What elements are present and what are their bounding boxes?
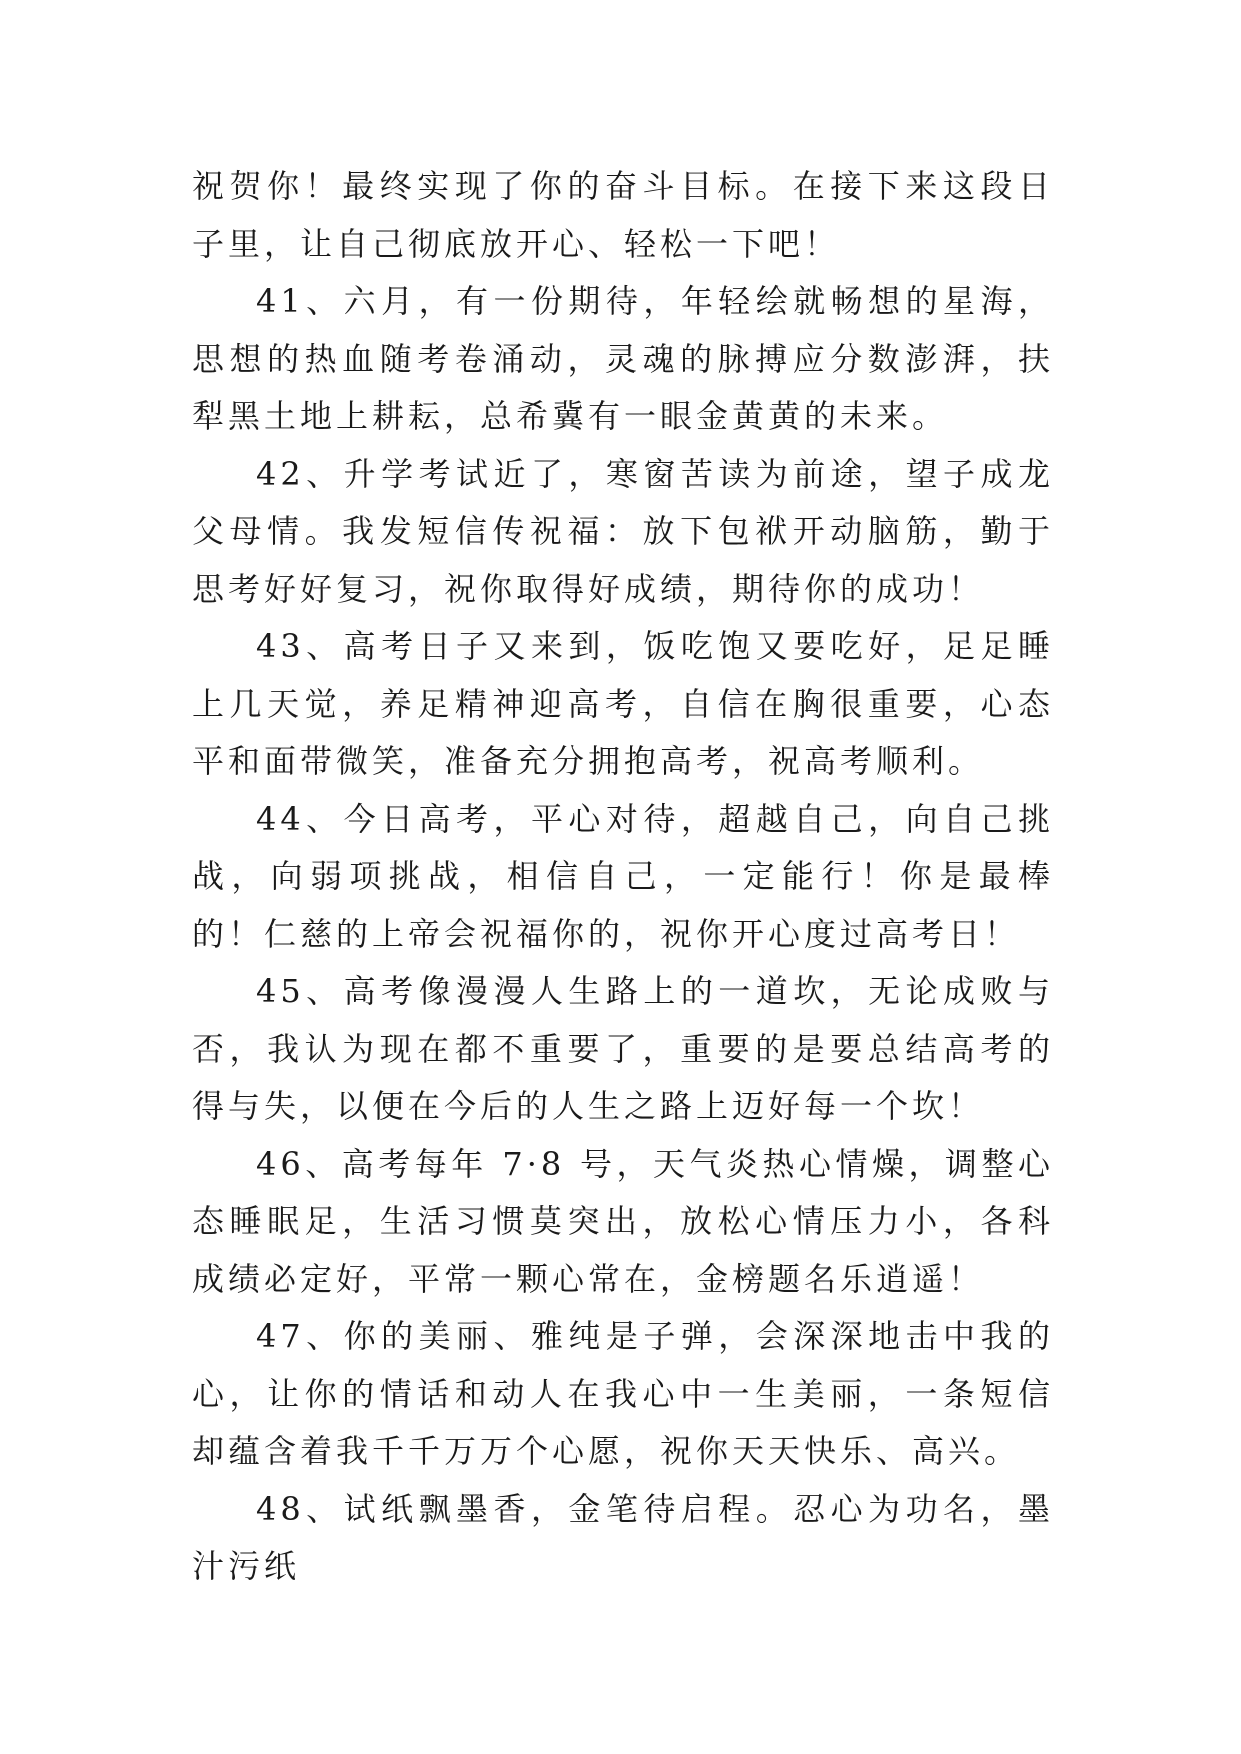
paragraph-43: 43、高考日子又来到，饭吃饱又要吃好，足足睡上几天觉，养足精神迎高考，自信在胸很重要，心态平和面带微笑，准备充分拥抱高考，祝高考顺利。 [192,627,1054,780]
document-body [192,158,1054,1596]
paragraph-42: 42、升学考试近了，寒窗苦读为前途，望子成龙父母情。我发短信传祝福：放下包袱开动脑筋，勤于思考好好复习，祝你取得好成绩，期待你的成功！ [192,454,1054,608]
paragraph-46: 46、高考每年 7·8 号，天气炎热心情燥，调整心态睡眠足，生活习惯莫突出，放松心情压力小，各科成绩必定好，平常一颗心常在，金榜题名乐逍遥！ [192,1144,1054,1298]
paragraph-44: 44、今日高考，平心对待，超越自己，向自己挑战，向弱项挑战，相信自己，一定能行！你是最棒的！仁慈的上帝会祝福你的，祝你开心度过高考日！ [192,799,1054,953]
paragraph-47: 47、你的美丽、雅纯是子弹，会深深地击中我的心，让你的情话和动人在我心中一生美丽，一条短信却蕴含着我千千万万个心愿，祝你天天快乐、高兴。 [192,1317,1054,1470]
paragraph-45: 45、高考像漫漫人生路上的一道坎，无论成败与否，我认为现在都不重要了，重要的是要总结高考的得与失，以便在今后的人生之路上迈好每一个坎！ [192,972,1054,1125]
paragraph-48: 48、试纸飘墨香，金笔待启程。忍心为功名，墨汁污纸 [192,1489,1054,1585]
paragraph-congrats: 祝贺你！最终实现了你的奋斗目标。在接下来这段日子里，让自己彻底放开心、轻松一下吧！ [192,167,1054,263]
paragraph-41: 41、六月，有一份期待，年轻绘就畅想的星海，思想的热血随考卷涌动，灵魂的脉搏应分数澎湃，扶犁黑土地上耕耘，总希冀有一眼金黄黄的未来。 [192,282,1054,435]
